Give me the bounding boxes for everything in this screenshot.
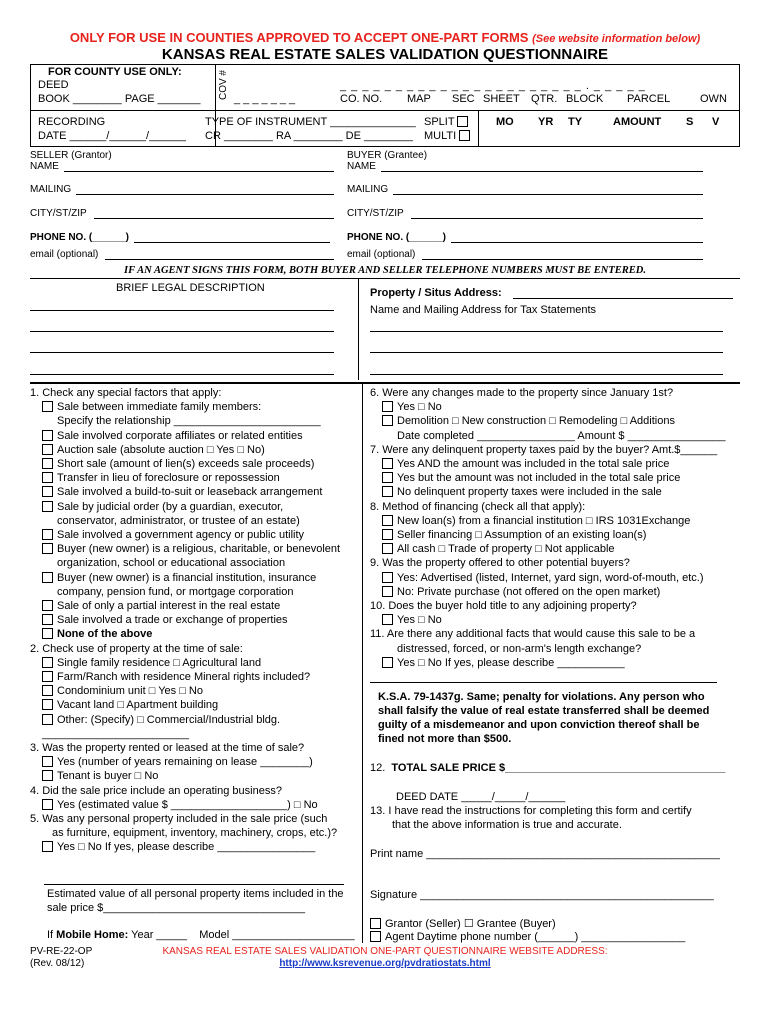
item-text: 7. Were any delinquent property taxes paid by the buyer? Amt.$______ — [370, 443, 718, 456]
item-text: Sale involved a government agency or public utility — [57, 529, 305, 541]
left-col-item[interactable] — [42, 841, 315, 853]
checkbox[interactable] — [42, 600, 53, 611]
item-text: as furniture, equipment, inventory, machinery, crops, etc.)? — [52, 827, 338, 840]
left-col-item[interactable] — [42, 401, 261, 413]
left-col-item[interactable] — [42, 699, 218, 711]
seller-city-label: CITY/ST/ZIP — [30, 208, 87, 219]
item-text: Vacant land □ Apartment building — [57, 699, 219, 712]
item-text: Farm/Ranch with residence Mineral rights included? — [57, 671, 311, 683]
legal-line-2[interactable] — [30, 331, 334, 332]
item-text: Specify the relationship ________________________ — [57, 415, 321, 428]
checkbox[interactable] — [42, 799, 53, 810]
checkbox[interactable] — [42, 699, 53, 710]
right-col-item[interactable] — [382, 657, 625, 669]
q11-line[interactable] — [370, 682, 717, 683]
left-col-item — [52, 827, 337, 839]
checkbox[interactable] — [382, 614, 393, 625]
item-text: Yes but the amount was not included in the total sale price — [397, 472, 681, 485]
form-number: PV-RE-22-OP — [30, 946, 93, 957]
tax-line-1[interactable] — [370, 331, 723, 332]
code-co: CO. NO. — [340, 93, 383, 105]
left-col-item[interactable] — [42, 770, 158, 782]
item-text: 6. Were any changes made to the property since January 1st? — [370, 387, 674, 399]
checkbox[interactable] — [382, 486, 393, 497]
right-col-item — [370, 501, 585, 513]
right-col-item — [370, 600, 637, 612]
cr-ra-de-field[interactable]: CR ________ RA ________ DE ________ — [205, 130, 413, 142]
checkbox[interactable] — [42, 458, 53, 469]
left-col-item[interactable] — [42, 543, 340, 555]
split-label: SPLIT — [424, 116, 455, 128]
item-text: 2. Check use of property at the time of sale: — [30, 642, 243, 655]
print-name-field[interactable]: Print name ________________________________________________ — [370, 848, 720, 860]
checkbox[interactable] — [42, 714, 53, 725]
item-text: Sale of only a partial interest in the real estate — [57, 600, 281, 612]
code-parcel: PARCEL — [627, 93, 671, 105]
tax-address-label: Name and Mailing Address for Tax Statements — [370, 304, 597, 316]
signature-field[interactable]: Signature ________________________________________________ — [370, 889, 714, 901]
grantor-checkbox[interactable] — [370, 918, 381, 929]
right-col-item[interactable] — [382, 515, 690, 527]
seller-email-label: email (optional) — [30, 249, 99, 260]
agent-checkbox[interactable] — [370, 931, 381, 942]
checkbox[interactable] — [42, 614, 53, 625]
yr-label: YR — [538, 116, 554, 128]
right-col-item — [370, 387, 673, 399]
left-col-item[interactable] — [42, 614, 288, 626]
checkbox[interactable] — [382, 657, 393, 668]
item-text: Other: (Specify) □ Commercial/Industrial bldg. — [57, 713, 281, 726]
buyer-phone-field[interactable] — [451, 242, 703, 243]
left-col-item[interactable] — [42, 486, 322, 498]
checkbox[interactable] — [42, 529, 53, 540]
legal-line-4[interactable] — [30, 374, 334, 375]
right-col-item[interactable] — [382, 486, 662, 498]
seller-mailing-label: MAILING — [30, 184, 72, 195]
left-col-item[interactable] — [42, 458, 314, 470]
item-text: company, pension fund, or mortgage corporation — [57, 585, 294, 598]
personal-property-line[interactable] — [44, 884, 344, 885]
checkbox[interactable] — [42, 756, 53, 767]
multi-checkbox[interactable] — [459, 130, 470, 141]
left-col-item — [30, 813, 327, 825]
item-text: Yes □ No If yes, please describe ________________ — [57, 841, 316, 854]
situs-field[interactable] — [513, 298, 733, 299]
s-label: S — [686, 116, 694, 128]
checkbox[interactable] — [42, 430, 53, 441]
checkbox[interactable] — [42, 657, 53, 668]
legal-description-label: BRIEF LEGAL DESCRIPTION — [116, 282, 265, 294]
website-label: KANSAS REAL ESTATE SALES VALIDATION ONE-PART QUESTIONNAIRE WEBSITE ADDRESS: — [162, 946, 608, 957]
amount-label: AMOUNT — [613, 116, 662, 128]
item-text: No: Private purchase (not offered on the open market) — [397, 585, 661, 598]
seller-phone-field[interactable] — [134, 242, 330, 243]
right-col-item — [397, 430, 725, 442]
right-col-item[interactable] — [382, 458, 669, 470]
item-text: No delinquent property taxes were included in the sale — [397, 486, 662, 499]
checkbox[interactable] — [42, 685, 53, 696]
checkbox[interactable] — [42, 486, 53, 497]
book-page-field[interactable]: BOOK ________ PAGE _______ — [38, 93, 201, 105]
checkbox[interactable] — [382, 515, 393, 526]
right-col-item[interactable] — [382, 543, 615, 555]
right-col-item[interactable] — [382, 586, 660, 598]
item-text: 10. Does the buyer hold title to any adjoining property? — [370, 600, 637, 612]
left-col-item — [57, 515, 300, 527]
multi-label: MULTI — [424, 130, 457, 142]
item-text: Yes □ No — [397, 401, 442, 414]
left-col-item[interactable] — [42, 600, 280, 612]
checkbox[interactable] — [42, 543, 53, 554]
item-text: 3. Was the property rented or leased at the time of sale? — [30, 742, 305, 754]
item-text: Single family residence □ Agricultural land — [57, 656, 262, 669]
left-col-item — [30, 742, 304, 754]
seller-name-label: NAME — [30, 161, 59, 172]
buyer-city-field[interactable] — [411, 218, 703, 219]
right-col-item[interactable] — [382, 529, 646, 541]
website-link[interactable]: http://www.ksrevenue.org/pvdratiostats.html — [279, 958, 491, 969]
left-col-item — [42, 728, 189, 740]
item-text: All cash □ Trade of property □ Not applicable — [397, 543, 615, 556]
left-col-item[interactable] — [42, 671, 310, 683]
checkbox[interactable] — [42, 401, 53, 412]
left-col-item[interactable] — [42, 756, 313, 768]
recording-label: RECORDING — [38, 116, 106, 128]
item-text: Buyer (new owner) is a religious, charitable, or benevolent — [57, 543, 341, 556]
ksa-line-2: shall falsify the value of real estate transferred shall be deemed — [378, 705, 710, 717]
buyer-mailing-label: MAILING — [347, 184, 389, 195]
code-map: MAP — [407, 93, 431, 105]
ksa-line-4: fined not more than $500. — [378, 733, 512, 745]
right-col-item[interactable] — [382, 415, 675, 427]
tax-line-2[interactable] — [370, 352, 723, 353]
ksa-line-1: K.S.A. 79-1437g. Same; penalty for violations. Any person who — [378, 691, 705, 703]
mobile-home-field[interactable]: If Mobile Home: Year _____ Model ____________________ — [47, 929, 355, 941]
item-text: Yes: Advertised (listed, Internet, yard sign, word-of-mouth, etc.) — [397, 571, 704, 584]
checkbox[interactable] — [42, 572, 53, 583]
cov-field[interactable]: _ _ _ _ _ _ _ — [234, 93, 296, 105]
right-col-item — [397, 643, 641, 655]
item-text: Auction sale (absolute auction □ Yes □ No) — [57, 443, 265, 456]
q13-text: 13. I have read the instructions for completing this form and certify — [370, 805, 692, 817]
left-col-item — [57, 586, 293, 598]
left-col-item[interactable] — [42, 430, 303, 442]
item-text: Transfer in lieu of foreclosure or repossession — [57, 472, 280, 485]
deed-label: DEED — [38, 79, 69, 91]
item-text: Demolition □ New construction □ Remodeling □ Additions — [397, 415, 675, 428]
buyer-name-label: NAME — [347, 161, 376, 172]
situs-label: Property / Situs Address: — [370, 287, 502, 299]
item-text: None of the above — [57, 628, 153, 641]
mo-label: MO — [496, 116, 514, 128]
checkbox[interactable] — [382, 415, 393, 426]
item-text: organization, school or educational association — [57, 557, 286, 570]
checkbox[interactable] — [42, 671, 53, 682]
seller-mailing-field[interactable] — [76, 194, 334, 195]
buyer-mailing-field[interactable] — [393, 194, 703, 195]
checkbox[interactable] — [382, 401, 393, 412]
right-col-item[interactable] — [382, 472, 680, 484]
form-notice: ONLY FOR USE IN COUNTIES APPROVED TO ACCEPT ONE-PART FORMS (See website information below) — [69, 30, 701, 45]
ksa-line-3: guilty of a misdemeanor and upon conviction thereof shall be — [378, 719, 700, 731]
deed-date-field[interactable]: DEED DATE _____/_____/______ — [396, 791, 566, 803]
item-text: 4. Did the sale price include an operating business? — [30, 784, 282, 797]
left-col-item[interactable] — [42, 799, 318, 811]
left-col-item — [57, 557, 285, 569]
item-text: ________________________ — [42, 727, 189, 740]
item-text: distressed, forced, or non-arm's length exchange? — [397, 642, 642, 655]
seller-city-field[interactable] — [94, 218, 334, 219]
code-qtr: QTR. — [531, 93, 558, 105]
ty-label: TY — [568, 116, 583, 128]
checkbox[interactable] — [42, 501, 53, 512]
item-text: 8. Method of financing (check all that apply): — [370, 500, 586, 513]
item-text: Sale involved a trade or exchange of properties — [57, 614, 288, 627]
right-col-item — [370, 444, 717, 456]
item-text: Yes □ No — [397, 614, 442, 627]
left-col-item[interactable] — [42, 472, 280, 484]
checkbox[interactable] — [42, 472, 53, 483]
buyer-phone-label: PHONE NO. (______) — [347, 232, 446, 243]
checkbox[interactable] — [382, 543, 393, 554]
seller-name-field[interactable] — [64, 171, 334, 172]
agent-note: IF AN AGENT SIGNS THIS FORM, BOTH BUYER AND SELLER TELEPHONE NUMBERS MUST BE ENTERED. — [124, 265, 646, 276]
item-text: Date completed ________________ Amount $ ________________ — [397, 429, 726, 442]
left-col-item[interactable] — [42, 714, 280, 726]
cov-label: COV # — [218, 70, 229, 101]
left-col-item[interactable] — [42, 685, 203, 697]
form-revision: (Rev. 08/12) — [30, 958, 85, 969]
left-col-item[interactable] — [42, 572, 316, 584]
item-text: Seller financing □ Assumption of an existing loan(s) — [397, 529, 647, 541]
seller-heading: SELLER (Grantor) — [30, 150, 112, 161]
buyer-city-label: CITY/ST/ZIP — [347, 208, 404, 219]
tax-line-3[interactable] — [370, 374, 723, 375]
checkbox[interactable] — [42, 841, 53, 852]
item-text: Sale between immediate family members: — [57, 401, 262, 414]
right-col-item[interactable] — [382, 614, 442, 626]
total-sale-price-field[interactable]: 12. TOTAL SALE PRICE $____________________________________ — [370, 762, 726, 774]
checkbox[interactable] — [42, 770, 53, 781]
checkbox[interactable] — [42, 444, 53, 455]
grantor-label: Grantor (Seller) ☐ Grantee (Buyer) — [385, 918, 556, 930]
left-col-item — [30, 643, 243, 655]
buyer-email-field[interactable] — [422, 259, 703, 260]
item-text: Yes (number of years remaining on lease ________) — [57, 756, 313, 769]
right-col-item[interactable] — [382, 401, 442, 413]
est-value-label: Estimated value of all personal property items included in the — [47, 888, 344, 900]
right-col-item[interactable] — [382, 572, 704, 584]
left-col-item — [30, 387, 221, 399]
left-col-item — [57, 415, 321, 427]
left-col-item[interactable] — [42, 501, 283, 513]
item-text: 11. Are there any additional facts that would cause this sale to be a — [370, 628, 696, 641]
item-text: Buyer (new owner) is a financial institution, insurance — [57, 571, 317, 584]
item-text: Yes (estimated value $ ___________________) □ No — [57, 798, 318, 811]
est-value-field[interactable]: sale price $_________________________________ — [47, 902, 306, 914]
checkbox[interactable] — [42, 628, 53, 639]
buyer-name-field[interactable] — [381, 171, 703, 172]
left-col-item[interactable] — [42, 444, 265, 456]
right-col-item — [370, 557, 630, 569]
item-text: Yes AND the amount was included in the total sale price — [397, 458, 670, 470]
checkbox[interactable] — [382, 458, 393, 469]
checkbox[interactable] — [382, 529, 393, 540]
item-text: Condominium unit □ Yes □ No — [57, 685, 203, 698]
right-col-item — [370, 628, 695, 640]
left-col-item — [30, 785, 282, 797]
code-sec: SEC — [452, 93, 475, 105]
left-col-item[interactable] — [42, 657, 261, 669]
checkbox[interactable] — [382, 586, 393, 597]
item-text: conservator, administrator, or trustee of an estate) — [57, 514, 300, 527]
v-label: V — [712, 116, 720, 128]
item-text: 9. Was the property offered to other potential buyers? — [370, 557, 630, 570]
item-text: 5. Was any personal property included in the sale price (such — [30, 813, 328, 825]
split-checkbox[interactable] — [457, 116, 468, 127]
seller-phone-label: PHONE NO. (______) — [30, 232, 129, 243]
instrument-type-field[interactable]: TYPE OF INSTRUMENT ______________ — [205, 116, 416, 128]
checkbox[interactable] — [382, 572, 393, 583]
left-col-item[interactable] — [42, 529, 304, 541]
q13-text-2: that the above information is true and accurate. — [392, 819, 622, 831]
legal-line-3[interactable] — [30, 352, 334, 353]
code-block: BLOCK — [566, 93, 604, 105]
county-heading: FOR COUNTY USE ONLY: — [48, 66, 182, 78]
recording-date-field[interactable]: DATE ______/______/______ — [38, 130, 186, 142]
item-text: New loan(s) from a financial institution □ IRS 1031Exchange — [397, 514, 691, 527]
item-text: 1. Check any special factors that apply: — [30, 387, 222, 399]
item-text: Tenant is buyer □ No — [57, 770, 159, 783]
left-col-item[interactable] — [42, 628, 152, 640]
item-text: Sale involved a build-to-suit or leaseback arrangement — [57, 486, 323, 499]
buyer-heading: BUYER (Grantee) — [347, 150, 428, 161]
item-text: Sale involved corporate affiliates or related entities — [57, 429, 303, 442]
legal-line-1[interactable] — [30, 310, 334, 311]
buyer-email-label: email (optional) — [347, 249, 416, 260]
seller-email-field[interactable] — [105, 259, 334, 260]
item-text: Sale by judicial order (by a guardian, executor, — [57, 500, 284, 513]
code-blanks[interactable]: _ _ _ _ _ _ _ _ _ _ _ _ _ _ _ _ _ _ _ _ _ _ . _ _ _ _ _ — [340, 80, 646, 92]
checkbox[interactable] — [382, 472, 393, 483]
item-text: Yes □ No If yes, please describe ___________ — [397, 656, 625, 669]
code-own: OWN — [700, 93, 727, 105]
agent-phone-field[interactable]: Agent Daytime phone number (______) _________________ — [385, 931, 686, 943]
item-text: Short sale (amount of lien(s) exceeds sale proceeds) — [57, 458, 315, 470]
page-title: KANSAS REAL ESTATE SALES VALIDATION QUESTIONNAIRE — [161, 46, 609, 63]
code-sheet: SHEET — [483, 93, 520, 105]
